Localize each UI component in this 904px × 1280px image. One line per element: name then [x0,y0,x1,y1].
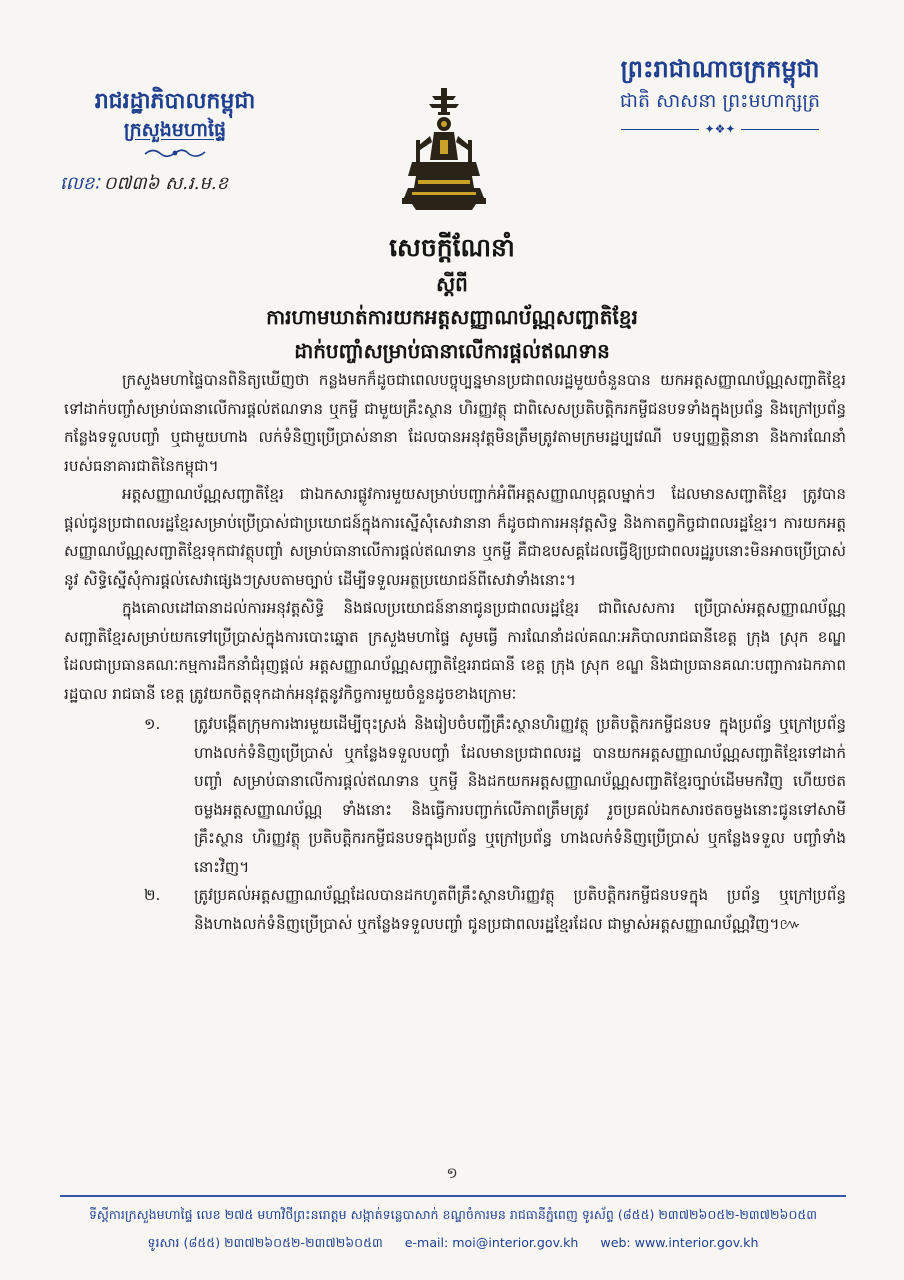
subject-line-2: ដាក់បញ្ចាំសម្រាប់ធានាលើការផ្តល់ឥណទាន [294,339,610,363]
list-item-text: ត្រូវប្រគល់អត្តសញ្ញាណប័ណ្ណដែលបានដកហូតពីគ្រឹះស្ថានហិរញ្ញវត្ថុ ប្រតិបត្តិករកម្ចីជនបទក្នុង ប្រព័ន្ធ ឬក្រៅប្រព័ន្ធ និងហាងលក់ទំនិញប្រើប្រាស់ ឬកន្លែងទទួលបញ្ចាំ ជូនប្រជាពលរដ្ឋខ្មែរដែល ជាម្ចាស់អត្តសញ្ញាណប័ណ្ណវិញ។៚ [194,886,846,933]
ornament-icon [143,146,207,160]
motto-ornament-icon: ✦❖✦ [704,122,736,136]
paragraph-1: ក្រសួងមហាផ្ទៃបានពិនិត្យឃើញថា កន្លងមកក៏ដូចជាពេលបច្ចុប្បន្នមានប្រជាពលរដ្ឋមួយចំនួនបាន យកអត្តសញ្ញាណប័ណ្ណសញ្ជាតិខ្មែរទៅដាក់បញ្ចាំសម្រាប់ធានាលើការផ្តល់ឥណទាន ឬកម្ចី ជាមួយគ្រឹះស្ថាន ហិរញ្ញវត្ថុ ជាពិសេសប្រតិបត្តិករកម្ចីជនបទទាំងក្នុងប្រព័ន្ធ និងក្រៅប្រព័ន្ធ កន្លែងទទួលបញ្ចាំ ឬជាមួយហាង លក់ទំនិញប្រើប្រាស់នានា ដែលបានអនុវត្តមិនត្រឹមត្រូវតាមក្រមរដ្ឋប្បវេណី បទប្បញ្ញត្តិនានា និងការណែនាំ របស់ធនាគារជាតិនៃកម្ពុជា។ [64,371,846,475]
government-name: រាជរដ្ឋាភិបាលកម្ពុជា [94,88,256,114]
royal-emblem-icon [398,84,490,216]
subject-prefix: ស្តីពី [436,272,468,296]
reference-number [60,172,228,196]
footer-fax: ទូរសារ (៨៥៥) ២៣៧២៦០៥២-២៣៧២៦០៥៣ [147,1235,383,1250]
list-item-text: ត្រូវបង្កើតក្រុមការងារមួយដើម្បីចុះស្រង់ និងរៀបចំបញ្ជីគ្រឹះស្ថានហិរញ្ញវត្ថុ ប្រតិបត្តិករកម្ចីជនបទ ក្នុងប្រព័ន្ធ ឬក្រៅប្រព័ន្ធ ហាងលក់ទំនិញប្រើប្រាស់ ឬកន្លែងទទួលបញ្ចាំ ដែលមានប្រជាពលរដ្ឋ បានយកអត្តសញ្ញាណប័ណ្ណសញ្ជាតិខ្មែរទៅដាក់បញ្ចាំ សម្រាប់ធានាលើការផ្តល់ឥណទាន ឬកម្ចី និងដកយកអត្តសញ្ញាណប័ណ្ណសញ្ជាតិខ្មែរច្បាប់ដើមមកវិញ ហើយថតចម្លងអត្តសញ្ញាណប័ណ្ណ ទាំងនោះ និងធ្វើការបញ្ជាក់លើភាពត្រឹមត្រូវ រួចប្រគល់ឯកសារថតចម្លងនោះជូនទៅសាមីគ្រឹះស្ថាន ហិរញ្ញវត្ថុ ប្រតិបត្តិករកម្ចីជនបទក្នុងប្រព័ន្ធ ឬក្រៅប្រព័ន្ធ ហាងលក់ទំនិញប្រើប្រាស់ ឬកន្លែងទទួល បញ្ចាំទាំងនោះវិញ។ [194,715,846,876]
kingdom-name: ព្រះរាជាណាចក្រកម្ពុជា [620,54,820,83]
list-item-number: ១. [144,715,161,733]
footer-address: ទីស្តីការក្រសួងមហាផ្ទៃ លេខ ២៧៥ មហាវិថីព្រះនរោត្តម សង្កាត់ទន្លេបាសាក់ ខណ្ឌចំការមន រាជធានីភ្នំពេញ ទូរស័ព្ទ (៨៥៥) ២៣៧២៦០៥២-២៣៧២៦០៥៣ [88,1207,818,1222]
paragraph-3: ក្នុងគោលដៅធានាដល់ការអនុវត្តសិទ្ធិ និងផលប្រយោជន៍នានាជូនប្រជាពលរដ្ឋខ្មែរ ជាពិសេសការ ប្រើប្រាស់អត្តសញ្ញាណប័ណ្ណសញ្ជាតិខ្មែរសម្រាប់យកទៅប្រើប្រាស់ក្នុងការបោះឆ្នោត ក្រសួងមហាផ្ទៃ សូមធ្វើ ការណែនាំដល់គណៈអភិបាលរាជធានីខេត្ត ក្រុង ស្រុក ខណ្ឌ ដែលជាប្រធានគណៈកម្មការដឹកនាំជំរុញផ្តល់ អត្តសញ្ញាណប័ណ្ណសញ្ជាតិខ្មែររាជធានី ខេត្ត ក្រុង ស្រុក ខណ្ឌ និងជាប្រធានគណៈបញ្ជាការឯកភាពរដ្ឋបាល រាជធានី ខេត្ត ត្រូវយកចិត្តទុកដាក់អនុវត្តនូវកិច្ចការមួយចំនួនដូចខាងក្រោមៈ [64,599,846,703]
page-number: ១ [446,1164,458,1182]
reference-label: លេខៈ [60,173,100,194]
national-motto: ជាតិ សាសនា ព្រះមហាក្សត្រ [619,90,821,112]
list-item-number: ២. [144,886,161,904]
subject-line-1: ការហាមឃាត់ការយកអត្តសញ្ញាណប័ណ្ណសញ្ជាតិខ្មែរ [266,305,638,329]
document-body [64,366,846,938]
footer-contacts [60,1233,846,1253]
paragraph-2: អត្តសញ្ញាណប័ណ្ណសញ្ជាតិខ្មែរ ជាឯកសារផ្លូវការមួយសម្រាប់បញ្ជាក់អំពីអត្តសញ្ញាណបុគ្គលម្នាក់ៗ ដែលមានសញ្ជាតិខ្មែរ ត្រូវបានផ្តល់ជូនប្រជាពលរដ្ឋខ្មែរសម្រាប់ប្រើប្រាស់ជាប្រយោជន៍ក្នុងការស្នើសុំសេវានានា ក៏ដូចជាការអនុវត្តសិទ្ធ និងកាតព្វកិច្ចជាពលរដ្ឋខ្មែរ។ ការយកអត្តសញ្ញាណប័ណ្ណសញ្ជាតិខ្មែរទុកជាវត្ថុបញ្ចាំ សម្រាប់ធានាលើការផ្តល់ឥណទាន ឬកម្ចី គឺជាឧបសគ្គដែលធ្វើឱ្យប្រជាពលរដ្ឋរូបនោះមិនអាចប្រើប្រាស់នូវ សិទ្ធិស្នើសុំការផ្តល់សេវាផ្សេងៗស្របតាមច្បាប់ ដើម្បីទទួលអត្ថប្រយោជន៍ពីសេវាទាំងនោះ។ [64,485,846,589]
kingdom-block [600,52,840,136]
reference-value: ០៧៣៦ ស.រ.ម.ខ [103,173,229,194]
left-ornament [60,144,290,166]
instruction-list [64,710,846,938]
ministry-name: ក្រសួងមហាផ្ទៃ [123,119,227,141]
footer-divider [60,1195,846,1197]
issuer-block [60,86,290,166]
footer-website[interactable]: web: www.interior.gov.kh [600,1235,759,1250]
motto-ornament [600,122,840,136]
document-type: សេចក្តីណែនាំ [389,233,515,262]
document-title-block [0,228,904,368]
list-item [64,881,846,938]
list-item [64,710,846,881]
footer-email[interactable]: e-mail: moi@interior.gov.kh [404,1235,579,1250]
